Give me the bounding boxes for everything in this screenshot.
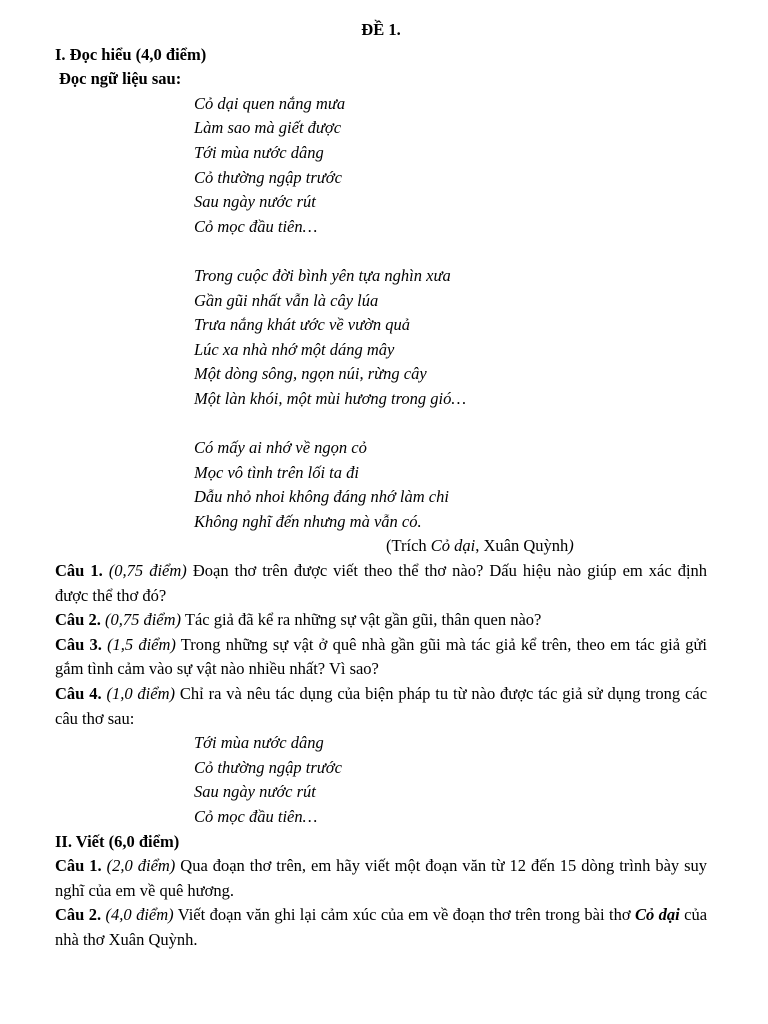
poem-line: Làm sao mà giết được: [194, 118, 342, 138]
question-text: Qua đoạn thơ trên, em hãy viết một đoạn văn từ 12 đến 15 dòng trình bày suy nghĩ của em về quê hương.: [55, 856, 708, 900]
writing-question-1: [55, 854, 707, 903]
source-work: Cỏ dại: [430, 536, 476, 556]
poem-stanza-2: [194, 264, 707, 412]
poem-line: Sau ngày nước rút: [194, 192, 316, 212]
question-label: Câu 2.: [55, 610, 101, 630]
poem-line: Dẫu nhỏ nhoi không đáng nhớ làm chi: [194, 487, 449, 507]
poem-line: Sau ngày nước rút: [194, 782, 316, 802]
poem-line: Gần gũi nhất vẫn là cây lúa: [194, 290, 379, 310]
poem-line: Cỏ mọc đầu tiên…: [194, 807, 318, 826]
poem-line: Không nghĩ đến nhưng mà vẫn có.: [194, 511, 422, 531]
exam-document: [55, 18, 707, 953]
reading-intro: Đọc ngữ liệu sau:: [59, 69, 182, 89]
question-3: [55, 633, 707, 682]
question-label: Câu 1.: [55, 561, 103, 581]
poem-line: Một dòng sông, ngọn núi, rừng cây: [194, 364, 427, 384]
question-text: Viết đoạn văn ghi lại cảm xúc của em về đoạn thơ trên trong bài thơ: [177, 905, 631, 925]
poem-line: Trong cuộc đời bình yên tựa nghìn xưa: [194, 265, 451, 285]
question-1: [55, 559, 707, 608]
question-4: [55, 682, 707, 731]
poem-line: Mọc vô tình trên lối ta đi: [194, 462, 359, 482]
poem-line: Tới mùa nước dâng: [194, 142, 324, 162]
question-label: Câu 4.: [55, 684, 102, 704]
question-text: Tác giả đã kể ra những sự vật gần gũi, thân quen nào?: [184, 610, 542, 630]
writing-question-2: [55, 903, 707, 952]
poem-title: Cỏ dại: [634, 905, 680, 925]
poem-line: Tới mùa nước dâng: [194, 733, 324, 753]
source-open: (Trích: [386, 536, 431, 556]
poem-line: Cỏ thường ngập trước: [194, 757, 342, 777]
exam-title: ĐỀ 1.: [361, 20, 401, 39]
poem-line: Cỏ mọc đầu tiên…: [194, 216, 318, 236]
poem-line: Có mấy ai nhớ về ngọn cỏ: [194, 438, 367, 458]
source-author: , Xuân Quỳnh: [475, 536, 569, 556]
question-points: (1,0 điểm): [106, 684, 176, 704]
question-points: (0,75 điểm): [108, 561, 187, 581]
question-label: Câu 1.: [55, 856, 102, 876]
poem-line: Lúc xa nhà nhớ một dáng mây: [194, 339, 395, 359]
question-label: Câu 3.: [55, 634, 102, 654]
question-2: [55, 608, 707, 633]
poem-line: Một làn khói, một mùi hương trong gió…: [194, 388, 467, 408]
question-points: (4,0 điểm): [105, 905, 174, 925]
poem-line: Cỏ dại quen nắng mưa: [194, 93, 346, 113]
poem-source: [386, 534, 707, 559]
question-text: Đoạn thơ trên được viết theo thể thơ nào? Dấu hiệu nào giúp em xác định được thể thơ đó?: [55, 561, 708, 605]
poem-stanza-1: [194, 92, 707, 240]
quoted-verses: [194, 731, 707, 829]
question-points: (1,5 điểm): [107, 634, 176, 654]
question-text: Chỉ ra và nêu tác dụng của biện pháp tu từ nào được tác giả sử dụng trong các câu thơ sau:: [55, 684, 708, 728]
question-text: Trong những sự vật ở quê nhà gần gũi mà tác giả kể trên, theo em tác giả gửi gắm tình cảm vào sự vật nào nhiều nhất? Vì sao?: [55, 634, 707, 679]
source-close: ): [568, 536, 574, 556]
question-points: (2,0 điểm): [106, 856, 176, 876]
question-points: (0,75 điểm): [104, 610, 182, 630]
section-reading-heading: I. Đọc hiểu (4,0 điểm): [55, 44, 207, 64]
stanza-gap: [55, 412, 707, 437]
poem-line: Cỏ thường ngập trước: [194, 167, 342, 187]
section-writing-heading: II. Viết (6,0 điểm): [55, 831, 180, 851]
stanza-gap: [55, 239, 707, 264]
poem-stanza-3: [194, 436, 707, 534]
question-tail: của nhà thơ Xuân Quỳnh.: [55, 905, 708, 949]
question-label: Câu 2.: [55, 905, 102, 925]
poem-line: Trưa nắng khát ước về vườn quả: [194, 315, 410, 335]
